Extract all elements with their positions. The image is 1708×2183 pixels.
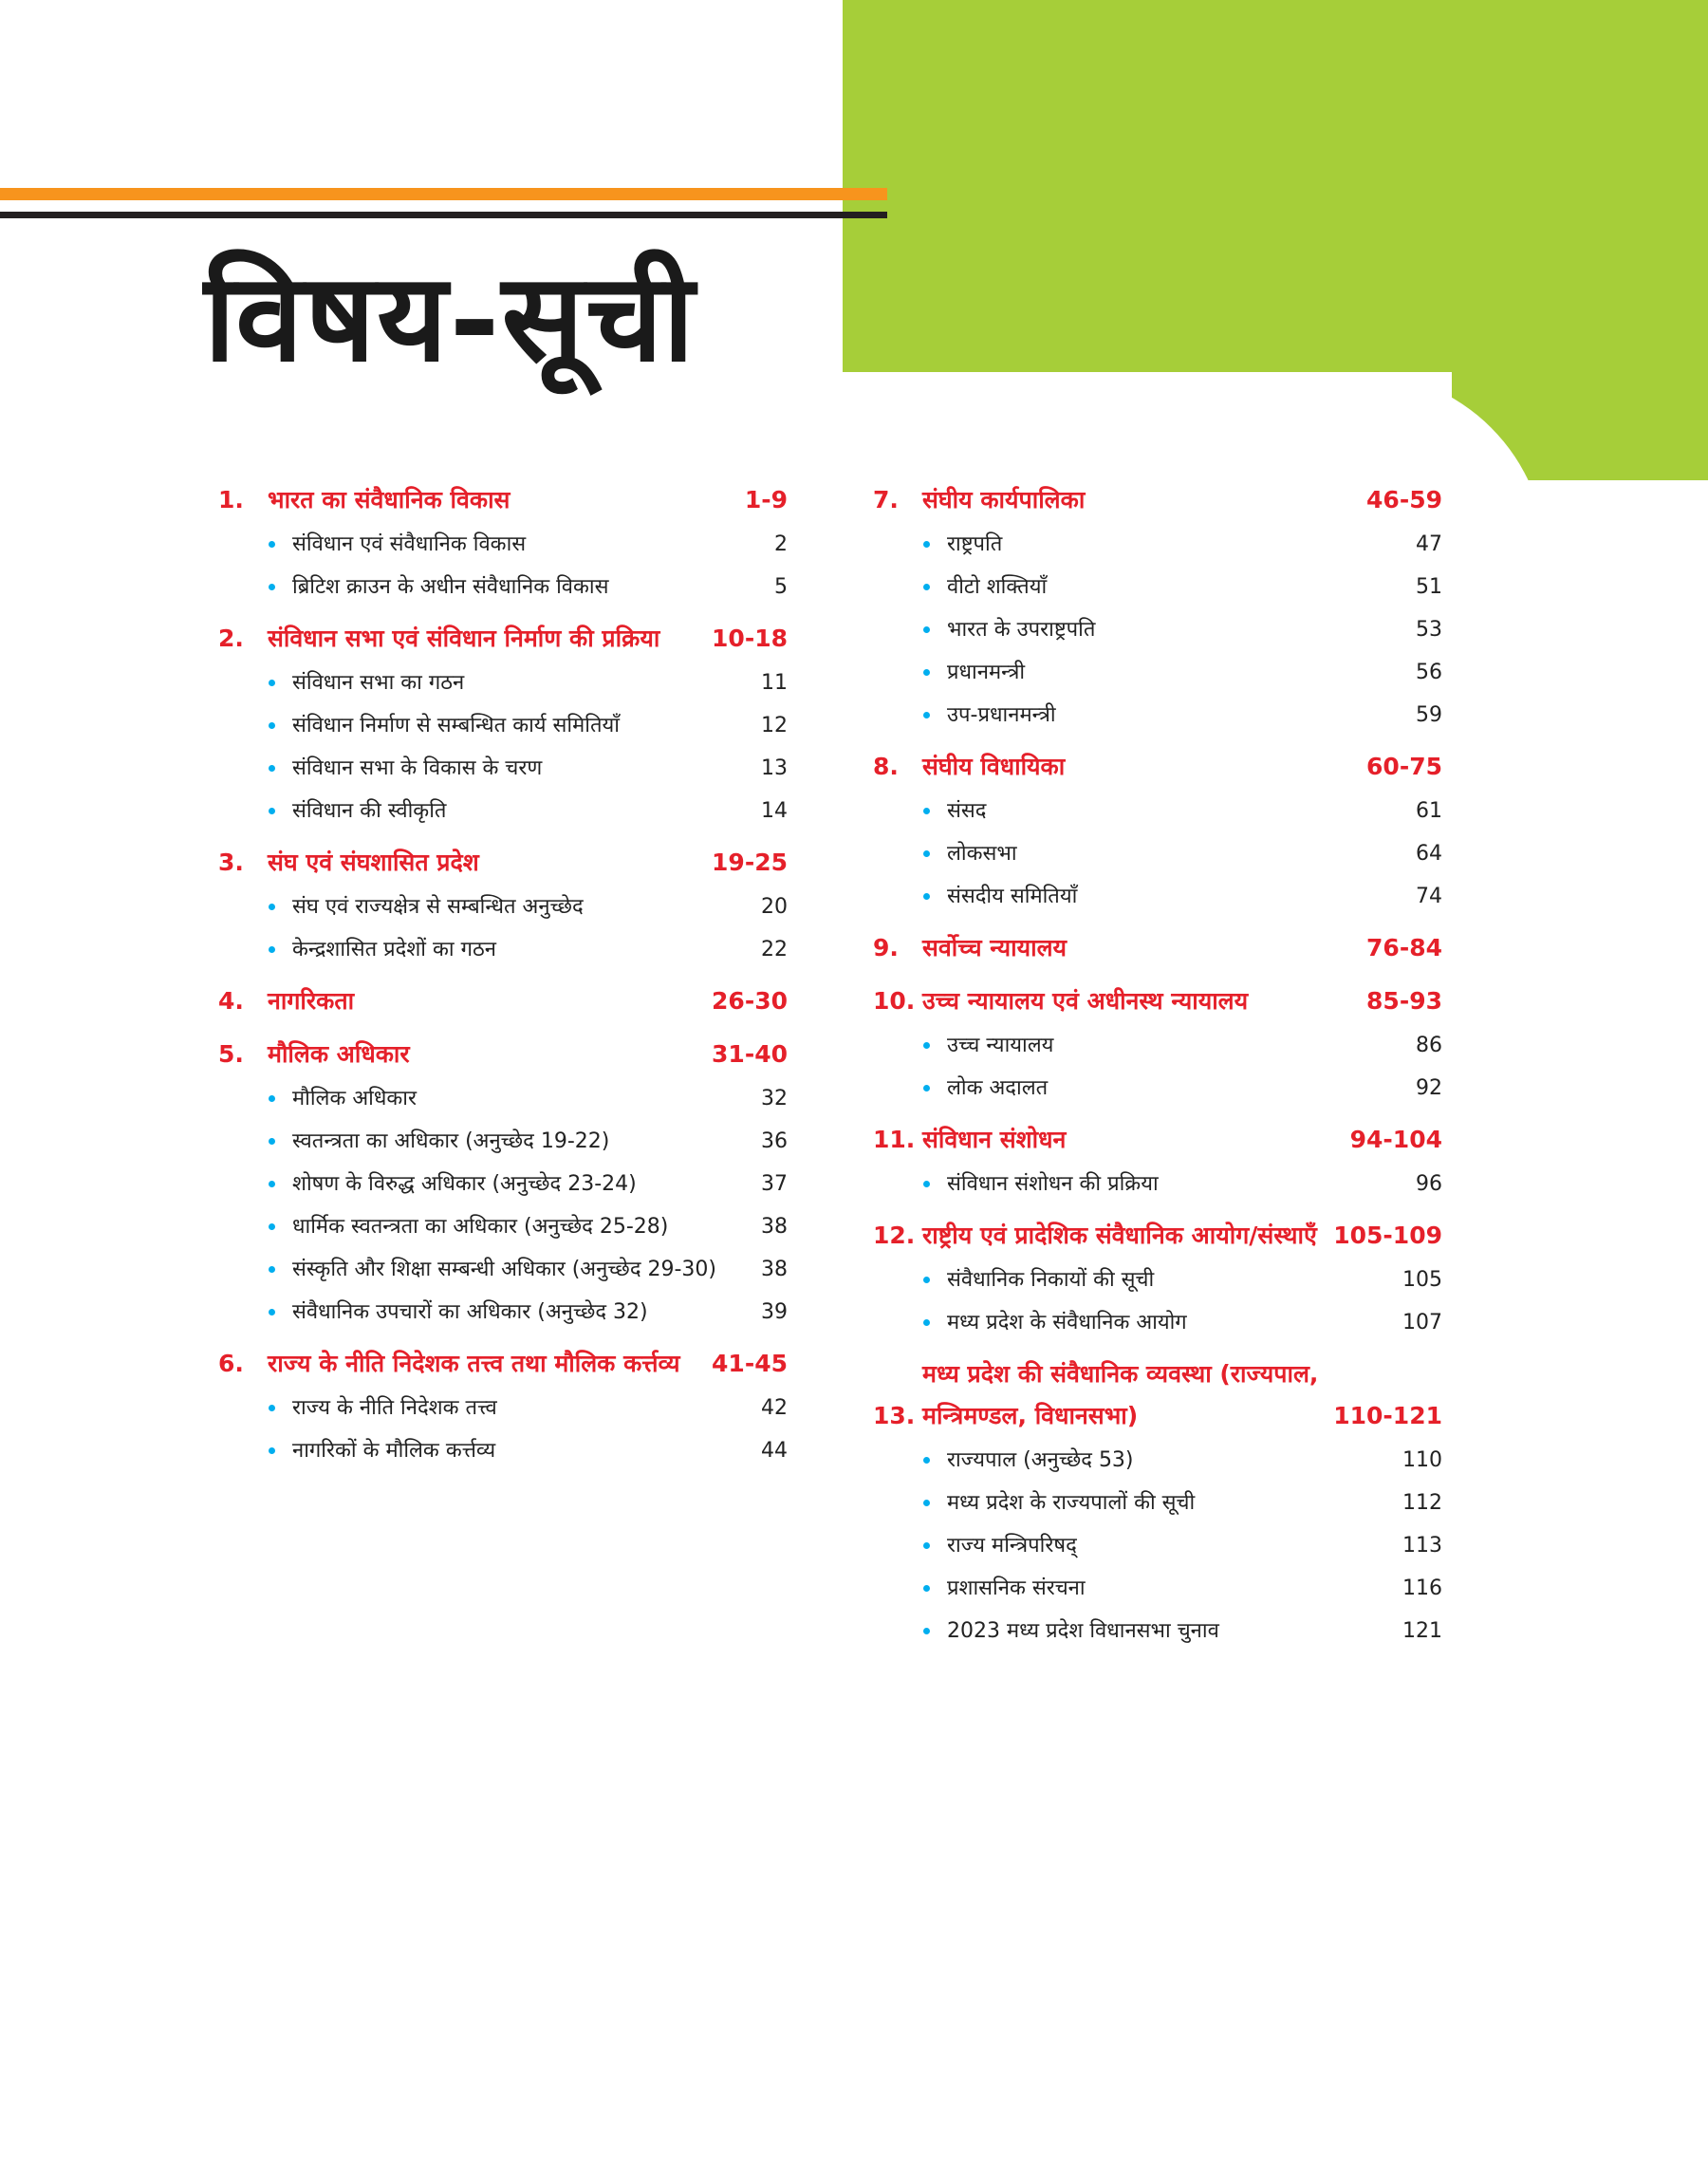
section-title: संघीय विधायिका — [922, 753, 1066, 780]
subtopic-title: मध्य प्रदेश के राज्यपालों की सूची — [947, 1491, 1196, 1515]
subtopic-item[interactable] — [873, 654, 1442, 692]
bullet-dot-icon — [923, 1457, 930, 1464]
subtopic-title: ब्रिटिश क्राउन के अधीन संवैधानिक विकास — [292, 575, 609, 599]
bullet-dot-icon — [269, 946, 275, 953]
subtopic-item[interactable] — [873, 526, 1442, 564]
bullet-dot-icon — [923, 1181, 930, 1187]
section-pages: 1-9 — [744, 486, 788, 513]
section-title: उच्च न्यायालय एवं अधीनस्थ न्यायालय — [922, 987, 1249, 1015]
subtopic-page: 13 — [761, 756, 788, 780]
toc-section — [873, 980, 1442, 1108]
subtopic-page: 44 — [761, 1439, 788, 1463]
section-heading[interactable] — [873, 980, 1442, 1022]
subtopic-list — [218, 664, 788, 830]
subtopic-title: भारत के उपराष्ट्रपति — [947, 618, 1096, 642]
section-heading[interactable] — [873, 746, 1442, 788]
section-pages: 46-59 — [1366, 486, 1442, 513]
subtopic-page: 56 — [1416, 661, 1442, 684]
subtopic-page: 112 — [1402, 1491, 1442, 1515]
subtopic-title: केन्द्रशासित प्रदेशों का गठन — [292, 938, 496, 961]
bullet-dot-icon — [923, 669, 930, 676]
subtopic-item[interactable] — [873, 1261, 1442, 1299]
subtopic-title: उप-प्रधानमन्त्री — [947, 703, 1056, 727]
section-number: 7. — [873, 486, 899, 513]
section-pages: 26-30 — [712, 987, 788, 1015]
subtopic-title: प्रधानमन्त्री — [947, 661, 1026, 684]
subtopic-title: प्रशासनिक संरचना — [947, 1577, 1086, 1600]
subtopic-page: 59 — [1416, 703, 1442, 727]
bullet-dot-icon — [269, 584, 275, 590]
subtopic-title: वीटो शक्तियाँ — [947, 575, 1048, 599]
subtopic-page: 14 — [761, 799, 788, 823]
bullet-dot-icon — [269, 722, 275, 729]
subtopic-page: 110 — [1402, 1448, 1442, 1472]
subtopic-title: राज्य के नीति निदेशक तत्त्व — [292, 1396, 497, 1420]
subtopic-list — [873, 1027, 1442, 1108]
subtopic-title: स्वतन्त्रता का अधिकार (अनुच्छेद 19-22) — [292, 1129, 610, 1153]
section-title: नागरिकता — [268, 987, 355, 1015]
subtopic-list — [218, 526, 788, 606]
section-title: संविधान संशोधन — [922, 1126, 1067, 1153]
subtopic-item[interactable] — [873, 878, 1442, 916]
toc-section — [873, 1353, 1442, 1651]
subtopic-item[interactable] — [218, 888, 788, 926]
subtopic-item[interactable] — [873, 1527, 1442, 1565]
section-heading[interactable] — [218, 1343, 788, 1385]
section-title: मौलिक अधिकार — [268, 1040, 410, 1068]
section-title: भारत का संवैधानिक विकास — [268, 486, 511, 513]
subtopic-title: संवैधानिक उपचारों का अधिकार (अनुच्छेद 32) — [292, 1300, 648, 1324]
subtopic-title: संस्कृति और शिक्षा सम्बन्धी अधिकार (अनुच्छेद 29-30) — [292, 1258, 717, 1281]
bullet-dot-icon — [923, 1628, 930, 1634]
subtopic-list — [873, 1261, 1442, 1342]
subtopic-page: 107 — [1402, 1311, 1442, 1334]
subtopic-page: 116 — [1402, 1577, 1442, 1600]
toc-section — [873, 927, 1442, 969]
subtopic-page: 38 — [761, 1215, 788, 1239]
subtopic-page: 38 — [761, 1258, 788, 1281]
bullet-dot-icon — [923, 712, 930, 718]
section-heading[interactable] — [873, 1215, 1442, 1257]
section-number: 11. — [873, 1126, 916, 1153]
toc-section — [873, 1119, 1442, 1203]
subtopic-item[interactable] — [873, 1166, 1442, 1203]
subtopic-page: 64 — [1416, 842, 1442, 866]
subtopic-title: 2023 मध्य प्रदेश विधानसभा चुनाव — [947, 1619, 1219, 1643]
bullet-dot-icon — [269, 1138, 275, 1145]
bullet-dot-icon — [923, 584, 930, 590]
section-pages: 110-121 — [1333, 1402, 1442, 1429]
subtopic-title: राज्यपाल (अनुच्छेद 53) — [947, 1448, 1134, 1472]
bullet-dot-icon — [269, 1447, 275, 1454]
section-heading[interactable] — [873, 1353, 1442, 1437]
section-title: राज्य के नीति निदेशक तत्त्व तथा मौलिक कर्त्तव्य — [268, 1350, 680, 1377]
section-pages: 76-84 — [1366, 934, 1442, 961]
subtopic-item[interactable] — [873, 1570, 1442, 1608]
subtopic-item[interactable] — [218, 793, 788, 830]
subtopic-item[interactable] — [218, 526, 788, 564]
subtopic-item[interactable] — [873, 611, 1442, 649]
bullet-dot-icon — [269, 1266, 275, 1273]
section-heading[interactable] — [218, 618, 788, 660]
bullet-dot-icon — [923, 808, 930, 814]
bullet-dot-icon — [923, 1277, 930, 1283]
section-title: संघ एवं संघशासित प्रदेश — [268, 849, 479, 876]
section-pages: 31-40 — [712, 1040, 788, 1068]
bullet-dot-icon — [269, 1309, 275, 1315]
section-pages: 94-104 — [1349, 1126, 1442, 1153]
bullet-dot-icon — [269, 1223, 275, 1230]
section-number: 1. — [218, 486, 244, 513]
section-number: 12. — [873, 1222, 916, 1249]
subtopic-title: संसदीय समितियाँ — [947, 885, 1078, 908]
bullet-dot-icon — [923, 541, 930, 548]
bullet-dot-icon — [269, 904, 275, 910]
subtopic-page: 51 — [1416, 575, 1442, 599]
subtopic-title: संघ एवं राज्यक्षेत्र से सम्बन्धित अनुच्छेद — [292, 895, 584, 919]
subtopic-list — [873, 526, 1442, 735]
subtopic-item[interactable] — [218, 1208, 788, 1246]
subtopic-item[interactable] — [218, 750, 788, 788]
subtopic-page: 92 — [1416, 1076, 1442, 1100]
bullet-dot-icon — [269, 1181, 275, 1187]
subtopic-title: उच्च न्यायालय — [947, 1034, 1054, 1057]
section-title: राष्ट्रीय एवं प्रादेशिक संवैधानिक आयोग/संस्थाएँ — [922, 1222, 1317, 1249]
section-pages: 60-75 — [1366, 753, 1442, 780]
subtopic-item[interactable] — [218, 707, 788, 745]
subtopic-page: 11 — [761, 671, 788, 695]
subtopic-page: 121 — [1402, 1619, 1442, 1643]
subtopic-list — [218, 1390, 788, 1470]
subtopic-item[interactable] — [873, 569, 1442, 606]
toc-right-column — [873, 479, 1442, 1662]
subtopic-page: 96 — [1416, 1172, 1442, 1196]
subtopic-page: 12 — [761, 714, 788, 737]
section-title: संविधान सभा एवं संविधान निर्माण की प्रक्रिया — [268, 625, 660, 652]
toc-section — [218, 1034, 788, 1332]
black-rule — [0, 212, 887, 218]
subtopic-list — [873, 1442, 1442, 1651]
subtopic-title: लोकसभा — [947, 842, 1017, 866]
bullet-dot-icon — [923, 1042, 930, 1049]
section-number: 4. — [218, 987, 244, 1015]
bullet-dot-icon — [923, 1319, 930, 1326]
subtopic-item[interactable] — [218, 1432, 788, 1470]
subtopic-page: 22 — [761, 938, 788, 961]
subtopic-title: संवैधानिक निकायों की सूची — [947, 1268, 1155, 1292]
section-heading[interactable] — [873, 927, 1442, 969]
toc-section — [873, 746, 1442, 916]
subtopic-item[interactable] — [218, 1080, 788, 1118]
section-pages: 10-18 — [712, 625, 788, 652]
bullet-dot-icon — [923, 1500, 930, 1506]
section-number: 3. — [218, 849, 244, 876]
subtopic-item[interactable] — [873, 1070, 1442, 1108]
subtopic-title: संविधान सभा का गठन — [292, 671, 465, 695]
subtopic-item[interactable] — [218, 1294, 788, 1332]
bullet-dot-icon — [923, 626, 930, 633]
subtopic-page: 5 — [774, 575, 788, 599]
bullet-dot-icon — [269, 1405, 275, 1411]
section-number: 2. — [218, 625, 244, 652]
section-pages: 19-25 — [712, 849, 788, 876]
subtopic-item[interactable] — [873, 793, 1442, 830]
subtopic-title: शोषण के विरुद्ध अधिकार (अनुच्छेद 23-24) — [292, 1172, 637, 1196]
subtopic-title: संविधान निर्माण से सम्बन्धित कार्य समितियाँ — [292, 714, 620, 737]
subtopic-title: नागरिकों के मौलिक कर्त्तव्य — [292, 1439, 496, 1463]
orange-rule — [0, 188, 887, 200]
subtopic-item[interactable] — [873, 1027, 1442, 1065]
subtopic-item[interactable] — [218, 1166, 788, 1203]
subtopic-page: 105 — [1402, 1268, 1442, 1292]
subtopic-page: 2 — [774, 532, 788, 556]
bullet-dot-icon — [269, 808, 275, 814]
subtopic-page: 86 — [1416, 1034, 1442, 1057]
bullet-dot-icon — [923, 850, 930, 857]
subtopic-page: 61 — [1416, 799, 1442, 823]
section-pages: 105-109 — [1333, 1222, 1442, 1249]
bullet-dot-icon — [269, 1095, 275, 1102]
subtopic-title: राज्य मन्त्रिपरिषद् — [947, 1534, 1077, 1558]
section-pages: 85-93 — [1366, 987, 1442, 1015]
toc-section — [218, 479, 788, 606]
toc-section — [218, 980, 788, 1022]
section-title: संघीय कार्यपालिका — [922, 486, 1086, 513]
subtopic-page: 53 — [1416, 618, 1442, 642]
section-number: 6. — [218, 1350, 244, 1377]
subtopic-item[interactable] — [873, 1304, 1442, 1342]
subtopic-item[interactable] — [873, 835, 1442, 873]
subtopic-item[interactable] — [218, 569, 788, 606]
section-number: 10. — [873, 987, 916, 1015]
section-heading[interactable] — [218, 842, 788, 884]
section-number: 9. — [873, 934, 899, 961]
subtopic-item[interactable] — [218, 1123, 788, 1161]
subtopic-title: राष्ट्रपति — [947, 532, 1003, 556]
subtopic-title: लोक अदालत — [947, 1076, 1049, 1100]
toc-left-column — [218, 479, 788, 1482]
subtopic-title: संविधान एवं संवैधानिक विकास — [292, 532, 527, 556]
subtopic-list — [873, 793, 1442, 916]
section-pages: 41-45 — [712, 1350, 788, 1377]
subtopic-title: संविधान सभा के विकास के चरण — [292, 756, 543, 780]
subtopic-item[interactable] — [873, 1613, 1442, 1651]
section-heading[interactable] — [218, 479, 788, 521]
subtopic-list — [873, 1166, 1442, 1203]
toc-section — [218, 1343, 788, 1470]
section-title: मध्य प्रदेश की संवैधानिक व्यवस्था (राज्यपाल, मन्त्रिमण्डल, विधानसभा) — [922, 1360, 1319, 1429]
bullet-dot-icon — [923, 1542, 930, 1549]
section-number: 8. — [873, 753, 899, 780]
bullet-dot-icon — [923, 1085, 930, 1092]
bullet-dot-icon — [269, 680, 275, 686]
section-heading[interactable] — [218, 980, 788, 1022]
subtopic-item[interactable] — [218, 1390, 788, 1427]
subtopic-page: 47 — [1416, 532, 1442, 556]
bullet-dot-icon — [923, 1585, 930, 1592]
subtopic-page: 42 — [761, 1396, 788, 1420]
subtopic-page: 37 — [761, 1172, 788, 1196]
subtopic-list — [218, 1080, 788, 1332]
subtopic-title: मध्य प्रदेश के संवैधानिक आयोग — [947, 1311, 1187, 1334]
bullet-dot-icon — [269, 541, 275, 548]
subtopic-item[interactable] — [873, 1442, 1442, 1480]
subtopic-page: 39 — [761, 1300, 788, 1324]
page-title: विषय-सूची — [204, 247, 696, 389]
subtopic-item[interactable] — [218, 664, 788, 702]
subtopic-page: 113 — [1402, 1534, 1442, 1558]
section-heading[interactable] — [873, 1119, 1442, 1161]
section-heading[interactable] — [218, 1034, 788, 1075]
subtopic-page: 74 — [1416, 885, 1442, 908]
subtopic-title: संविधान संशोधन की प्रक्रिया — [947, 1172, 1159, 1196]
subtopic-title: संसद — [947, 799, 987, 823]
subtopic-title: मौलिक अधिकार — [292, 1087, 417, 1110]
toc-section — [218, 842, 788, 969]
subtopic-page: 20 — [761, 895, 788, 919]
toc-section — [218, 618, 788, 830]
toc-section — [873, 1215, 1442, 1342]
section-number: 13. — [873, 1402, 916, 1429]
subtopic-title: धार्मिक स्वतन्त्रता का अधिकार (अनुच्छेद 25-28) — [292, 1215, 669, 1239]
subtopic-item[interactable] — [218, 931, 788, 969]
subtopic-item[interactable] — [873, 697, 1442, 735]
subtopic-list — [218, 888, 788, 969]
section-heading[interactable] — [873, 479, 1442, 521]
toc-section — [873, 479, 1442, 735]
subtopic-page: 32 — [761, 1087, 788, 1110]
subtopic-item[interactable] — [873, 1484, 1442, 1522]
section-title: सर्वोच्च न्यायालय — [922, 934, 1068, 961]
subtopic-page: 36 — [761, 1129, 788, 1153]
subtopic-item[interactable] — [218, 1251, 788, 1289]
bullet-dot-icon — [269, 765, 275, 772]
bullet-dot-icon — [923, 893, 930, 900]
subtopic-title: संविधान की स्वीकृति — [292, 799, 447, 823]
section-number: 5. — [218, 1040, 244, 1068]
